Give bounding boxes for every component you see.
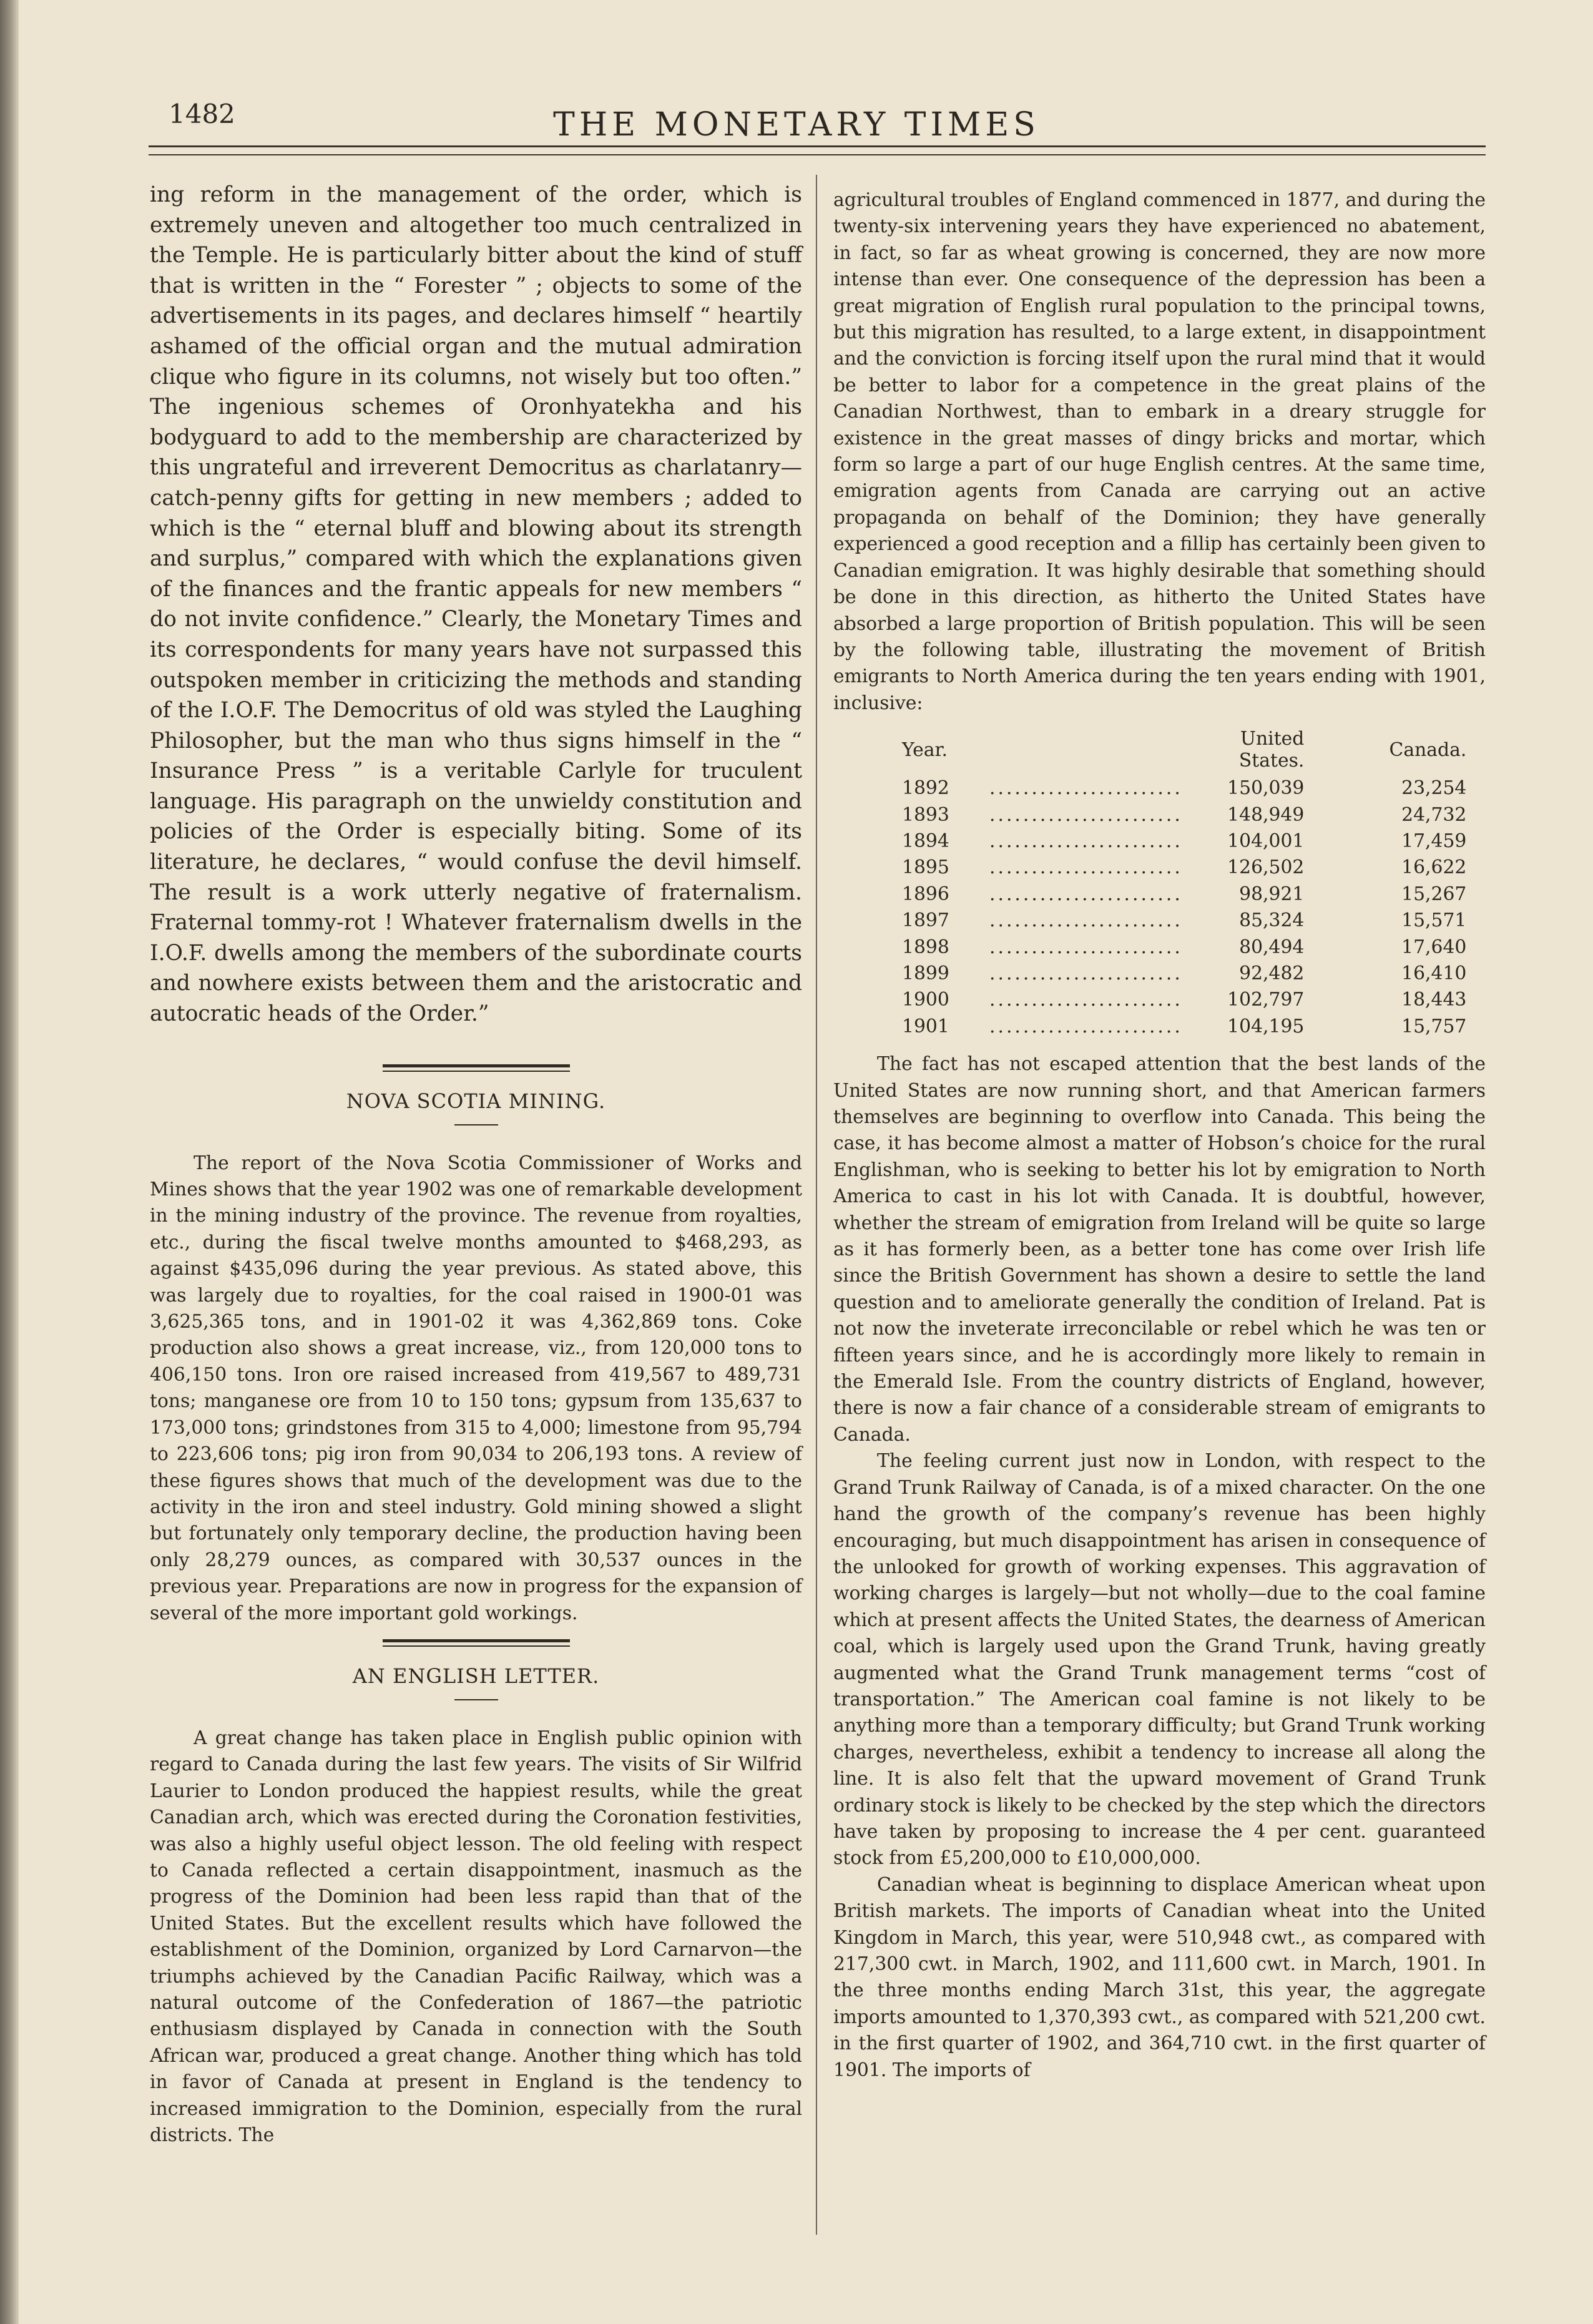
table-row <box>902 881 1466 908</box>
table-row <box>902 855 1466 881</box>
section-divider <box>383 1639 570 1647</box>
row-canada: 24,732 <box>1401 803 1467 826</box>
row-year: 1899 <box>902 962 949 984</box>
row-united-states: 126,502 <box>1227 856 1305 879</box>
table-row <box>902 908 1466 934</box>
row-leader-dots: ....................... <box>989 830 1183 852</box>
row-united-states: 80,494 <box>1239 936 1305 958</box>
row-leader-dots: ....................... <box>989 856 1183 879</box>
row-year: 1900 <box>902 989 949 1011</box>
right-column <box>833 187 1486 2084</box>
row-canada: 15,571 <box>1401 909 1467 932</box>
row-canada: 18,443 <box>1401 989 1467 1011</box>
column-divider <box>816 175 817 2235</box>
row-united-states: 98,921 <box>1239 883 1305 905</box>
row-united-states: 148,949 <box>1227 803 1305 826</box>
table-row <box>902 987 1466 1013</box>
header-canada: Canada. <box>1389 738 1467 761</box>
row-year: 1897 <box>902 909 949 932</box>
row-year: 1892 <box>902 777 949 800</box>
row-year: 1898 <box>902 936 949 958</box>
mining-heading: NOVA SCOTIA MINING. <box>346 1089 606 1113</box>
mining-paragraph: The report of the Nova Scotia Commissioner of Works and Mines shows that the year 1902 was one of remarkable development in the mining industry of the province. The revenue from royalties, etc., during the fiscal twelve months amounted to $468,293, as against $435,096 during the year previous. As stated above, this was largely due to royalties, for the coal raised in 1900-01 was 3,625,365 tons, and in 1901-02 it was 4,362,869 tons. Coke production also shows a great increase, viz., from 120,000 tons to 406,150 tons. Iron ore raised increased from 419,567 to 489,731 tons; manganese ore from 10 to 150 tons; gypsum from 135,637 to 173,000 tons; grindstones from 315 to 4,000; limestone from 95,794 to 223,606 tons; pig iron from 90,034 to 206,193 tons. A review of these figures shows that much of the development was due to the activity in the iron and steel industry. Gold mining showed a slight but fortunately only temporary decline, the production having been only 28,279 ounces, as compared with 30,537 ounces in the previous year. Preparations are now in progress for the expansion of several of the more important gold workings. <box>150 1152 802 1624</box>
table-row <box>902 961 1466 987</box>
land-paragraph: The fact has not escaped attention that the best lands of the United States are now running short, and that American farmers themselves are beginning to overflow into Canada. This being the case, it has become almost a matter of Hobson’s choice for the rural Englishman, who is seeking to better his lot by emigration to North America to cast in his lot with Canada. It is doubtful, however, whether the stream of emigration from Ireland will be quite so large as it has formerly been, as a better tone has come over Irish life since the British Government has shown a desire to settle the land question and to ameliorate generally the condition of Ireland. Pat is not now the inveterate irreconcilable or rebel which he was ten or fifteen years since, and he is accordingly more likely to remain in the Emerald Isle. From the country districts of England, however, there is now a fair chance of a considerable stream of emigrants to Canada. <box>833 1053 1486 1446</box>
row-canada: 17,459 <box>1401 830 1467 852</box>
header-rule-thin <box>149 154 1486 155</box>
section-divider <box>383 1064 570 1072</box>
table-row <box>902 802 1466 828</box>
row-year: 1896 <box>902 883 949 905</box>
letter-paragraph: A great change has taken place in English public opinion with regard to Canada during the last few years. The visits of Sir Wilfrid Laurier to London produced the happiest results, while the great Canadian arch, which was erected during the Coronation festivities, was also a highly useful object lesson. The old feeling with respect to Canada reflected a certain disappointment, inasmuch as the progress of the Dominion had been less rapid than that of the United States. But the excellent results which have followed the establishment of the Dominion, organized by Lord Carnarvon—the triumphs achieved by the Canadian Pacific Railway, which was a natural outcome of the Confederation of 1867—the patriotic enthusiasm displayed by Canada in connection with the South African war, produced a great change. Another thing which has told in favor of Canada at present in England is the tendency to increased immigration to the Dominion, especially from the rural districts. The <box>150 1727 802 2147</box>
emigration-table <box>902 728 1466 1040</box>
row-united-states: 85,324 <box>1239 909 1305 932</box>
iof-criticism-paragraph: ing reform in the management of the order, which is extremely uneven and altogether too much centralized in the Temple. He is particularly bitter about the kind of stuff that is written in the “ Forester ” ; objects to some of the advertisements in its pages, and declares himself “ heartily ashamed of the official organ and the mutual admiration clique who figure in its columns, not wisely but too often.” The ingenious schemes of Oronhyatekha and his bodyguard to add to the membership are characterized by this ungrateful and irreverent Democritus as charlatanry—catch-penny gifts for getting in new members ; added to which is the “ eternal bluff and blowing about its strength and surplus,” compared with which the explanations given of the finances and the frantic appeals for new members “ do not invite confidence.” Clearly, the Monetary Times and its correspondents for many years have not surpassed this outspoken member in criticizing the methods and standing of the I.O.F. The Democritus of old was styled the Laughing Philosopher, but the man who thus signs himself in the “ Insurance Press ” is a veritable Carlyle for truculent language. His paragraph on the unwieldy constitution and policies of the Order is especially biting. Some of its literature, he declares, “ would confuse the devil himself. The result is a work utterly negative of fraternalism. Fraternal tommy-rot ! Whatever fraternalism dwells in the I.O.F. dwells among the members of the subordinate courts and nowhere exists between them and the aristocratic and autocratic heads of the Order.” <box>150 182 802 1027</box>
row-leader-dots: ....................... <box>989 962 1183 984</box>
row-leader-dots: ....................... <box>989 883 1183 905</box>
row-canada: 16,410 <box>1401 962 1467 984</box>
row-united-states: 150,039 <box>1227 777 1305 800</box>
row-year: 1894 <box>902 830 949 852</box>
table-row <box>902 775 1466 802</box>
row-united-states: 104,001 <box>1227 830 1305 852</box>
left-column <box>150 180 802 2149</box>
row-canada: 17,640 <box>1401 936 1467 958</box>
row-canada: 16,622 <box>1401 856 1467 879</box>
row-canada: 23,254 <box>1401 777 1467 800</box>
row-united-states: 102,797 <box>1227 989 1305 1011</box>
row-canada: 15,757 <box>1401 1015 1467 1037</box>
header-rule <box>149 145 1486 147</box>
row-year: 1901 <box>902 1015 949 1037</box>
heading-rule <box>454 1699 498 1700</box>
row-leader-dots: ....................... <box>989 777 1183 800</box>
row-united-states: 104,195 <box>1227 1015 1305 1037</box>
letter-heading: AN ENGLISH LETTER. <box>352 1664 600 1688</box>
row-united-states: 92,482 <box>1239 962 1305 984</box>
page-number: 1482 <box>169 99 235 129</box>
grand-trunk-paragraph: The feeling current just now in London, with respect to the Grand Trunk Railway of Canada, is of a mixed character. On the one hand the growth of the company’s revenue has been highly encouraging, but much disappointment has arisen in consequence of the unlooked for growth of working expenses. This aggravation of working charges is largely—but not wholly—due to the coal famine which at present affects the United States, the dearness of American coal, which is largely used upon the Grand Trunk, having greatly augmented what the Grand Trunk management terms “cost of transportation.” The American coal famine is not likely to be anything more than a temporary difficulty; but Grand Trunk working charges, nevertheless, exhibit a tendency to increase all along the line. It is also felt that the upward movement of Grand Trunk ordinary stock is likely to be checked by the step which the directors have taken by proposing to increase the 4 per cent. guaranteed stock from £5,200,000 to £10,000,000. <box>833 1450 1486 1870</box>
row-leader-dots: ....................... <box>989 909 1183 932</box>
row-year: 1895 <box>902 856 949 879</box>
row-leader-dots: ....................... <box>989 803 1183 826</box>
table-row <box>902 1014 1466 1040</box>
table-header-row <box>902 728 1466 775</box>
row-leader-dots: ....................... <box>989 936 1183 958</box>
row-canada: 15,267 <box>1401 883 1467 905</box>
header-year: Year. <box>902 738 948 761</box>
row-leader-dots: ....................... <box>989 1015 1183 1037</box>
heading-rule <box>454 1124 498 1125</box>
row-year: 1893 <box>902 803 949 826</box>
table-row <box>902 828 1466 855</box>
header-united-states: United States. <box>1238 728 1305 772</box>
wheat-paragraph: Canadian wheat is beginning to displace American wheat upon British markets. The imports of Canadian wheat into the United Kingdom in March, this year, were 510,948 cwt., as compared with 217,300 cwt. in March, 1902, and 111,600 cwt. in March, 1901. In the three months ending March 31st, this year, the aggregate imports amounted to 1,370,393 cwt., as compared with 521,200 cwt. in the first quarter of 1902, and 364,710 cwt. in the first quarter of 1901. The imports of <box>833 1873 1486 2081</box>
row-leader-dots: ....................... <box>989 989 1183 1011</box>
table-row <box>902 934 1466 961</box>
masthead-title: THE MONETARY TIMES <box>553 106 1040 144</box>
page-binding-edge <box>0 0 19 2324</box>
agricultural-paragraph: agricultural troubles of England commenced in 1877, and during the twenty-six intervening years they have experienced no abatement, in fact, so far as wheat growing is concerned, they are now more intense than ever. One consequence of the depression has been a great migration of English rural population to the principal towns, but this migration has resulted, to a large extent, in disappointment and the conviction is forcing itself upon the rural mind that it would be better to labor for a competence in the great plains of the Canadian Northwest, than to embark in a dreary struggle for existence in the great masses of dingy bricks and mortar, which form so large a part of our huge English centres. At the same time, emigration agents from Canada are carrying out an active propaganda on behalf of the Dominion; they have generally experienced a good reception and a fillip has certainly been given to Canadian emigration. It was highly desirable that something should be done in this direction, as hitherto the United States have absorbed a large proportion of British population. This will be seen by the following table, illustrating the movement of British emigrants to North America during the ten years ending with 1901, inclusive: <box>833 189 1486 714</box>
